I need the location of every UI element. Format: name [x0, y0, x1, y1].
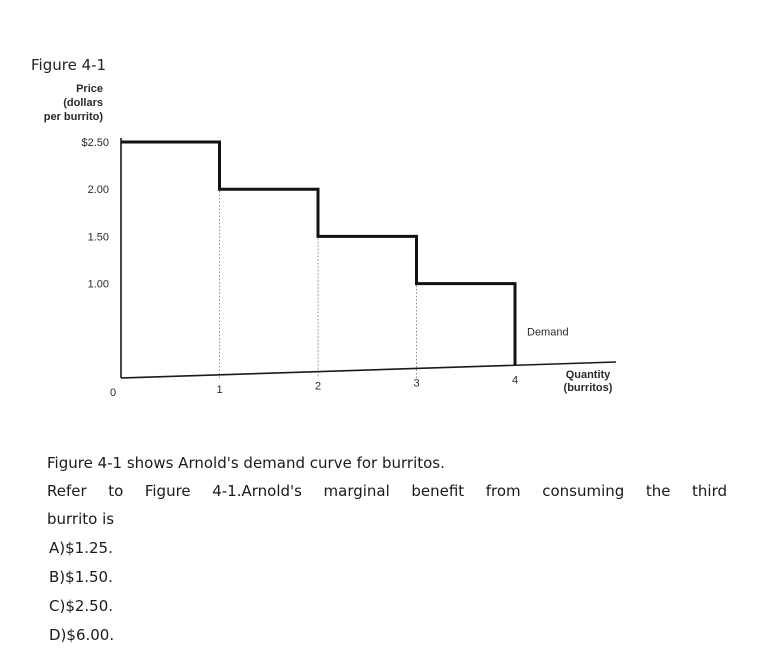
question-prompt-line2: burrito is — [47, 510, 115, 528]
x-tick-label: 1 — [216, 383, 223, 396]
x-tick-label: 0 — [109, 387, 117, 399]
question-prompt-line1: Refer to Figure 4-1.Arnold's marginal benefit from consuming the third — [47, 482, 727, 500]
figure-label: Figure 4-1 — [31, 56, 107, 74]
y-axis-label-line: per burrito) — [43, 111, 103, 123]
x-axis-label-line: Quantity — [565, 369, 611, 381]
y-tick-label: 1.00 — [87, 278, 109, 291]
option-d[interactable] — [49, 621, 114, 650]
x-axis-line — [121, 362, 616, 378]
demand-series-label: Demand — [527, 326, 569, 339]
series-labels — [527, 327, 569, 339]
option-b[interactable] — [49, 563, 114, 592]
reference-lines — [220, 142, 417, 378]
x-tick-labels — [110, 374, 518, 399]
x-tick-label: 3 — [413, 377, 420, 390]
axes — [121, 138, 616, 378]
option-letter: C) — [49, 597, 66, 615]
option-text: $6.00. — [66, 626, 115, 644]
y-tick-label: $2.50 — [81, 137, 109, 149]
y-axis-label — [44, 83, 104, 123]
option-letter: B) — [49, 568, 66, 586]
option-c[interactable] — [49, 592, 114, 621]
option-a[interactable] — [49, 534, 114, 563]
y-axis-label-line: Price — [76, 83, 103, 95]
y-axis-label-line: (dollars — [63, 97, 103, 109]
y-tick-label: 1.50 — [87, 231, 109, 244]
x-axis-label — [564, 369, 613, 394]
y-tick-label: 2.00 — [87, 184, 109, 197]
x-tick-label: 2 — [314, 380, 322, 393]
option-text: $1.25. — [65, 539, 113, 557]
option-letter: A) — [49, 539, 66, 557]
option-text: $1.50. — [65, 568, 113, 586]
question-intro: Figure 4-1 shows Arnold's demand curve for burritos. — [47, 454, 445, 472]
option-letter: D) — [49, 626, 67, 644]
x-axis-label-line: (burritos) — [563, 382, 613, 394]
question-text — [47, 449, 727, 533]
y-tick-labels — [81, 137, 109, 291]
answer-options — [49, 534, 114, 650]
option-text: $2.50. — [65, 597, 114, 615]
x-tick-label: 4 — [511, 374, 519, 387]
